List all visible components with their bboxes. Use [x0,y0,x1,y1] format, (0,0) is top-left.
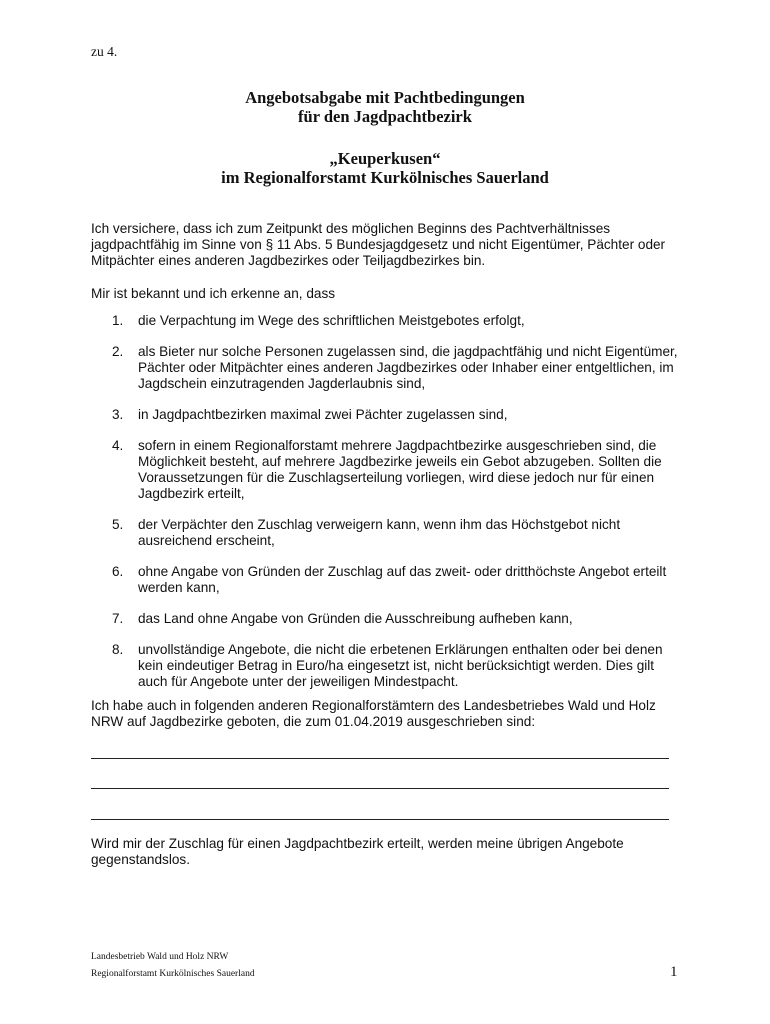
page-number: 1 [670,964,678,980]
fill-in-line[interactable] [91,788,669,789]
condition-text: unvollständige Angebote, die nicht die erbetenen Erklärungen enthalten oder bei denen kein eindeutiger Betrag in Euro/ha eingesetzt ist, nicht berücksichtigt werden. Dies gilt auch für Angebote unter der jeweiligen Mindestpacht. [138,642,663,689]
condition-item [91,438,681,502]
condition-number: 2. [112,344,124,359]
condition-text: als Bieter nur solche Personen zugelassen sind, die jagdpachtfähig und nicht Eigentümer, Pächter oder Mitpächter eines anderen Jagdbezirkes oder Inhaber einer entgeltlichen, im Jagdschein einzutragenden Jagderlaubnis sind, [138,344,678,391]
condition-number: 3. [112,407,124,422]
condition-number: 1. [112,313,124,328]
condition-text: sofern in einem Regionalforstamt mehrere Jagdpachtbezirke ausgeschrieben sind, die Möglichkeit besteht, auf mehrere Jagdbezirke jeweils ein Gebot abzugeben. Sollten die Voraussetzungen für die Zuschlagserteilung vorliegen, wird diese jedoch nur für einen Jagdbezirk erteilt, [138,438,662,501]
condition-text: der Verpächter den Zuschlag verweigern kann, wenn ihm das Höchstgebot nicht ausreichend erscheint, [138,517,621,548]
footer-organization: Landesbetrieb Wald und Holz NRW [91,952,229,962]
condition-text: in Jagdpachtbezirken maximal zwei Pächter zugelassen sind, [138,407,508,422]
condition-text: ohne Angabe von Gründen der Zuschlag auf das zweit- oder dritthöchste Angebot erteilt werden kann, [138,564,667,595]
condition-item [91,564,681,596]
other-offices-paragraph: Ich habe auch in folgenden anderen Regionalforstämtern des Landesbetriebes Wald und Holz NRW auf Jagdbezirke geboten, die zum 01.04.2019 ausgeschrieben sind: [91,698,656,729]
condition-item [91,407,681,423]
document-reference: zu 4. [91,44,118,59]
condition-number: 8. [112,642,124,657]
condition-item [91,642,681,690]
conditions-list [91,313,681,705]
declaration-paragraph: Ich versichere, dass ich zum Zeitpunkt des möglichen Beginns des Pachtverhältnisses jagdpachtfähig im Sinne von § 11 Abs. 5 Bundesjagdgesetz und nicht Eigentümer, Pächter oder Mitpächter eines anderen Jagdbezirkes oder Teiljagdbezirkes bin. [91,221,666,268]
fill-in-line[interactable] [91,819,669,820]
condition-number: 7. [112,611,124,626]
condition-item [91,344,681,392]
closing-paragraph: Wird mir der Zuschlag für einen Jagdpachtbezirk erteilt, werden meine übrigen Angebote gegenstandslos. [91,836,624,867]
footer-office: Regionalforstamt Kurkölnisches Sauerland [91,969,255,979]
condition-item [91,611,681,627]
forest-office-name: im Regionalforstamt Kurkölnisches Sauerland [221,168,549,187]
condition-item [91,517,681,549]
title-line-2: für den Jagdpachtbezirk [298,107,472,126]
district-name: „Keuperkusen“ [329,149,441,168]
condition-number: 6. [112,564,124,579]
fill-in-line[interactable] [91,758,669,759]
title-line-1: Angebotsabgabe mit Pachtbedingungen [245,88,525,107]
condition-text: die Verpachtung im Wege des schriftlichen Meistgebotes erfolgt, [138,313,525,328]
condition-text: das Land ohne Angabe von Gründen die Ausschreibung aufheben kann, [138,611,573,626]
condition-item [91,313,681,329]
condition-number: 4. [112,438,124,453]
condition-number: 5. [112,517,124,532]
conditions-intro: Mir ist bekannt und ich erkenne an, dass [91,286,336,301]
